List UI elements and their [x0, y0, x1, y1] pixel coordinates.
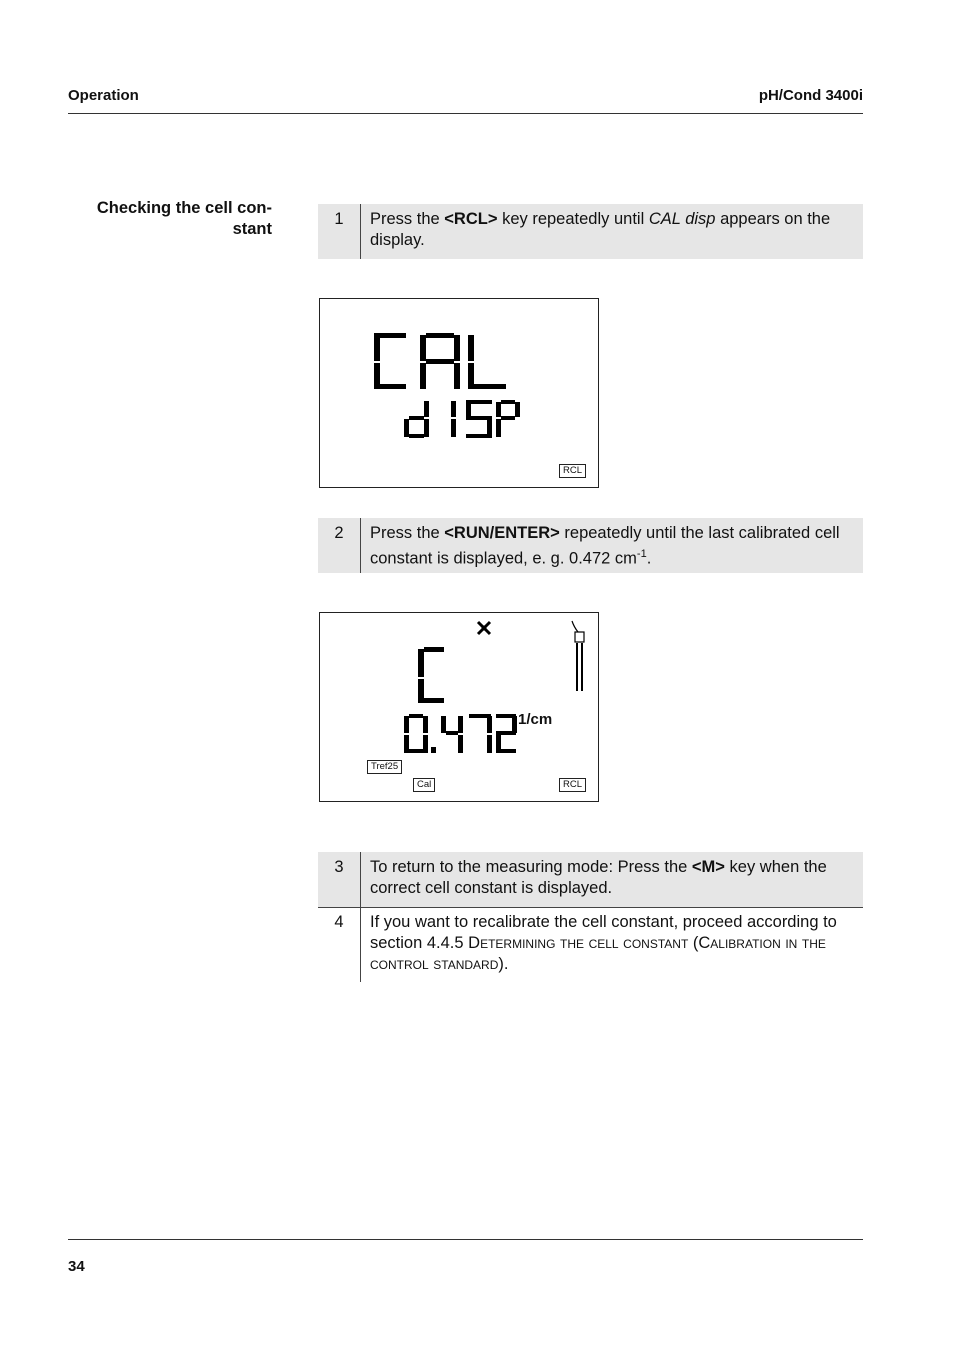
step-text: To return to the measuring mode: Press the <M> key when the correct cell constant is displayed. [370, 858, 827, 897]
step-3 [318, 852, 863, 907]
section-title-line1: Checking the cell con- [96, 199, 272, 217]
header-left: Operation [68, 87, 139, 104]
tref25-indicator: Tref25 [367, 760, 402, 774]
step-text: Press the <RCL> key repeatedly until CAL disp appears on the display. [370, 210, 831, 249]
header-right: pH/Cond 3400i [758, 87, 863, 104]
cal-indicator: Cal [413, 778, 435, 792]
rcl-indicator: RCL [559, 464, 586, 478]
step-number: 2 [318, 518, 361, 573]
page-number: 34 [68, 1258, 85, 1275]
lcd-display-cal-disp [319, 298, 599, 488]
cross-reference: Determining the cell constant (Calibration in the control standard) [370, 934, 826, 973]
lcd-segments [320, 299, 598, 487]
stirrer-icon [478, 622, 490, 634]
lcd-segments [320, 613, 598, 801]
step-4 [318, 907, 863, 982]
step-number: 3 [318, 852, 361, 907]
section-title [60, 198, 272, 240]
step-2 [318, 518, 863, 573]
lcd-display-cell-constant [319, 612, 599, 802]
step-number: 4 [318, 907, 361, 982]
step-text: If you want to recalibrate the cell constant, proceed according to section 4.4.5 Determining the cell constant (Calibration in the control standard). [370, 913, 837, 973]
probe-icon [572, 621, 584, 691]
section-title-line2: stant [232, 220, 272, 238]
header-rule [68, 113, 863, 114]
step-text: Press the <RUN/ENTER> repeatedly until the last calibrated cell constant is displayed, e. g. 0.472 $cm^{-1}$. [370, 524, 840, 568]
footer-rule [68, 1239, 863, 1240]
rcl-indicator: RCL [559, 778, 586, 792]
unit-label: 1/cm [518, 711, 553, 728]
step-number: 1 [318, 204, 361, 259]
step-1 [318, 204, 863, 259]
